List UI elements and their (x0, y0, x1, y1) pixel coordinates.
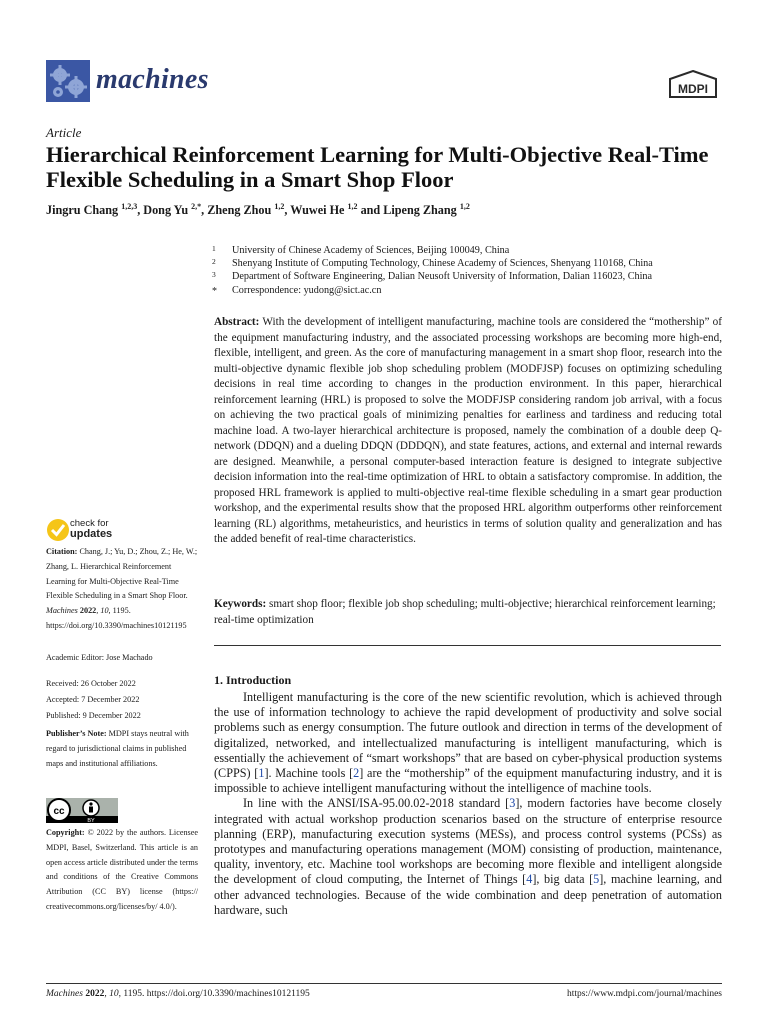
mdpi-logo-icon (668, 70, 718, 100)
abstract-label: Abstract: (214, 316, 260, 328)
reference-link[interactable]: 5 (593, 872, 600, 887)
check-for-updates-label[interactable] (70, 519, 112, 539)
correspondence (212, 284, 732, 297)
citation-volume: 10 (100, 606, 109, 616)
author-separator: , (201, 203, 208, 218)
footer-doi-link[interactable]: , 1195. https://doi.org/10.3390/machines10121195 (118, 989, 310, 999)
keywords-text: smart shop floor; flexible job shop scheduling; multi-objective; hierarchical reinforcement learning; real-time optimization (214, 598, 716, 626)
paragraph (214, 690, 722, 796)
citation-year: 2022 (79, 606, 97, 616)
affiliation-text: Department of Software Engineering, Dalian Neusoft University of Information, Dalian 116023, China (232, 271, 653, 283)
author-affil-marks: 2,* (191, 202, 202, 211)
text-run: ], modern factories have become closely integrated with actual workshop production scenarios based on the structure of enterprise resource planning (ERP), manufacturing execution systems (MESs), and process control systems (PCSs) as prototypes and manufacturing operations management (MOM) consisting of production, maintenance, quality, inventory, etc. Machine tool workshops are becoming more flexible and intelligent alongside the development of cloud computing, the Internet of Things [ (214, 796, 722, 887)
affiliation-text: University of Chinese Academy of Sciences, Beijing 100049, China (232, 245, 510, 256)
text-run: In line with the ANSI/ISA-95.00.02-2018 standard [ (243, 796, 510, 811)
received-date: Received: 26 October 2022 (46, 679, 136, 688)
author-name: Jingru Chang (46, 203, 119, 218)
svg-text:cc: cc (53, 806, 65, 817)
author-name: Lipeng Zhang (383, 203, 457, 218)
citation-journal: Machines (46, 606, 78, 616)
copyright-text: © 2022 by the authors. Licensee MDPI, Basel, Switzerland. This article is an open access article distributed under the terms and conditions of the Creative Commons Attribution (CC BY) license (https:// creativecommons.org/licenses/by/ 4.0/). (46, 828, 199, 911)
author-separator: , (137, 203, 144, 218)
copyright-label: Copyright: (46, 828, 85, 837)
author-affil-marks: 1,2 (274, 202, 285, 211)
footer-journal-url[interactable]: https://www.mdpi.com/journal/machines (566, 989, 722, 999)
affiliation-item (212, 270, 732, 283)
paragraph (214, 796, 722, 918)
paper-title: Hierarchical Reinforcement Learning for Multi-Objective Real-Time Flexible Scheduling in a Smart Shop Floor (46, 142, 709, 192)
affiliation-mark: 3 (212, 270, 216, 280)
published-date: Published: 9 December 2022 (46, 711, 141, 721)
footer-volume: 10 (109, 989, 119, 999)
abstract (214, 315, 722, 548)
reference-link[interactable]: 1 (258, 766, 265, 781)
author-name: Zheng Zhou (207, 203, 272, 218)
author-list (46, 202, 736, 218)
affiliation-item (212, 257, 732, 270)
check-updates-line1: check for (70, 518, 109, 529)
affiliation-mark: 1 (212, 244, 216, 253)
publishers-note-label: Publisher’s Note: (46, 729, 107, 738)
reference-link[interactable]: 4 (526, 872, 533, 887)
keywords (214, 597, 722, 628)
citation: Citation: Chang, J.; Yu, D.; Zhou, Z.; He, W.; Zhang, L. Hierarchical Reinforcement Learning for Multi-Objective Real-Time Flexible Scheduling in a Smart Shop Floor. Machines 2022, 10, 1195. https://doi.org/10.3390/machines10121195 (46, 547, 198, 630)
publishers-note (46, 727, 198, 771)
author-name: Wuwei He (290, 203, 345, 218)
journal-name: machines (96, 64, 209, 95)
footer-divider (46, 983, 722, 984)
text-run: ]. Machine tools [ (264, 766, 354, 781)
reference-link[interactable]: 2 (353, 766, 360, 781)
check-for-updates-icon[interactable] (46, 516, 70, 544)
check-updates-line2: updates (70, 528, 113, 540)
academic-editor: Academic Editor: Jose Machado (46, 653, 153, 662)
publication-dates (46, 676, 141, 725)
section-divider (214, 645, 721, 646)
text-run: Intelligent manufacturing is the core of the new scientific revolution, which is achieved through the use of information technology to achieve the rapid development of productivity and solve social problems such as energy consumption. The future outlook and direction in terms of the development of digitalized, networked, and intellectualized manufacturing is intelligent manufacturing, which is essentially the achievement of “smart workshops” that are based on cyber-physical production systems (CPPS) [ (214, 690, 722, 781)
affiliation-text: Shenyang Institute of Computing Technology, Chinese Academy of Sciences, Shenyang 110168, China (232, 258, 653, 270)
keywords-label: Keywords: (214, 598, 267, 610)
text-run: ], machine learning, and other advanced technologies. Because of the wide combination and deep penetration of automation hardware, such (214, 872, 722, 917)
accepted-date: Accepted: 7 December 2022 (46, 695, 140, 705)
publishers-note-text: MDPI stays neutral with regard to jurisdictional claims in published maps and institutional affiliations. (46, 729, 189, 768)
machines-gear-logo-icon (46, 60, 90, 102)
footer-citation: Machines 2022, 10, 1195. https://doi.org/10.3390/machines10121195 (46, 989, 310, 999)
correspondence-email[interactable]: Correspondence: yudong@sict.ac.cn (232, 284, 382, 296)
reference-link[interactable]: 3 (509, 796, 516, 811)
copyright-notice (46, 826, 198, 915)
author-affil-marks: 1,2 (459, 202, 470, 211)
footer-year: 2022 (85, 989, 105, 999)
section-heading-introduction: 1. Introduction (214, 673, 292, 687)
cc-by-license-icon[interactable] (46, 798, 118, 823)
author-separator: and (357, 203, 384, 218)
text-run: ] are the “mothership” of the equipment manufacturing industry, and it is impossible to achieve intelligent manufacturing without the intelligence of machine tools. (214, 766, 722, 796)
author-name: Dong Yu (143, 203, 189, 218)
cc-by-text: BY (87, 818, 95, 823)
mdpi-logo-text: MDPI (678, 82, 708, 96)
citation-doi-link[interactable]: , 1195. https://doi.org/10.3390/machines10121195 (46, 606, 187, 630)
citation-text: Chang, J.; Yu, D.; Zhou, Z.; He, W.; Zhang, L. Hierarchical Reinforcement Learning for Multi-Objective Real-Time Flexible Scheduling in a Smart Shop Floor. (46, 547, 198, 601)
author-separator: , (284, 203, 291, 218)
article-type: Article (46, 125, 82, 140)
affiliation-item (212, 244, 732, 257)
text-run: ], big data [ (532, 872, 594, 887)
citation-label: Citation: (46, 547, 78, 556)
footer-journal: Machines (46, 989, 83, 999)
abstract-text: With the development of intelligent manufacturing, machine tools are considered the “mothership” of the equipment manufacturing industry, and the associated processing workshops are becoming more high-end, flexible, intelligent, and green. As the core of manufacturing management in a smart shop floor, research into the multi-objective dynamic flexible job shop scheduling problem (MODFJSP) focuses on optimizing scheduling decisions in real time according to changes in the production environment. In this paper, hierarchical reinforcement learning (HRL) is proposed to solve the MODFJSP considering random job arrival, with a focus on achieving the two practical goals of minimizing penalties for earliness and tardiness and reducing total machine load. A two-layer hierarchical architecture is proposed, namely the combination of a double deep Q-network (DDQN) and a dueling DDQN (DDDQN), and state features, actions, and external and internal rewards are designed. Meanwhile, a personal computer-based interaction feature is designed to integrate subjective decision information into the real-time optimization of HRL to obtain a satisfactory compromise. In addition, the proposed HRL framework is applied to multi-objective real-time flexible scheduling in a smart gear production workshop, and the experimental results show that the proposed HRL algorithm outperforms other reinforcement learning (RL) algorithms, metaheuristics, and heuristics in terms of solution quality and generalization and has the added benefit of real-time characteristics. (214, 316, 722, 545)
affiliation-mark: 2 (212, 257, 216, 267)
introduction-body (214, 690, 722, 918)
author-affil-marks: 1,2 (347, 202, 358, 211)
affiliation-mark: * (212, 285, 217, 297)
author-affil-marks: 1,2,3 (121, 202, 138, 211)
affiliations (212, 244, 732, 297)
